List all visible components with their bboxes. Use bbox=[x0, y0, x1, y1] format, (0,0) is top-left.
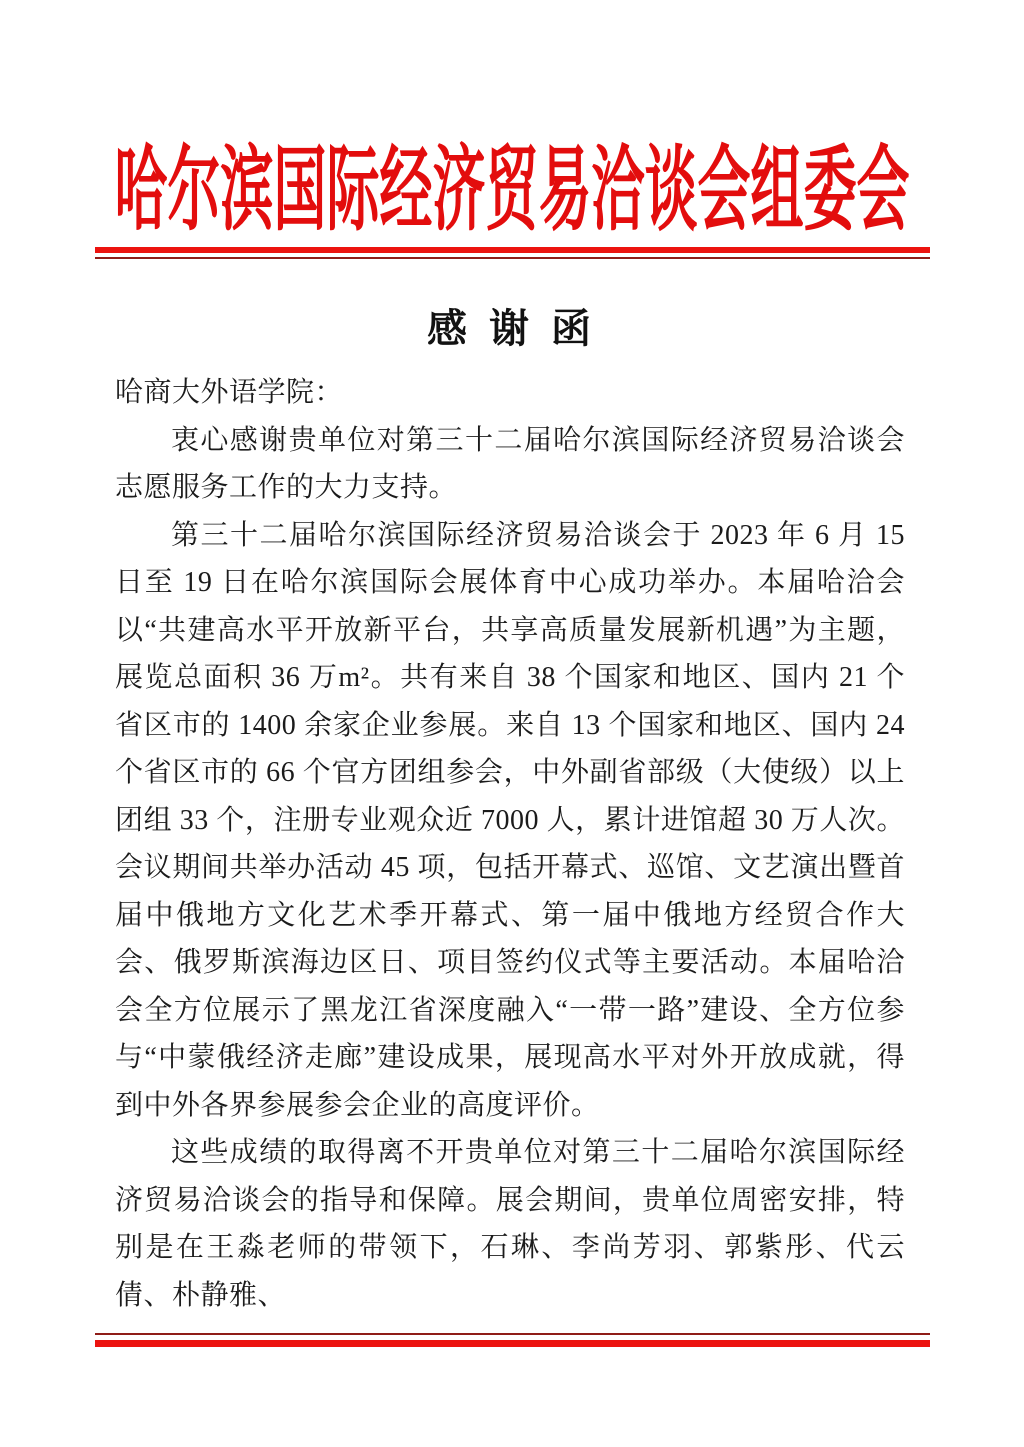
letterhead-title-text: 哈尔滨国际经济贸易洽谈会组委会 bbox=[114, 141, 910, 243]
divider-thin-line bbox=[95, 1333, 930, 1335]
divider-thick-line bbox=[95, 1340, 930, 1347]
paragraph-event-summary: 第三十二届哈尔滨国际经济贸易洽谈会于 2023 年 6 月 15 日至 19 日在哈尔滨国际会展体育中心成功举办。本届哈洽会以“共建高水平开放新平台，共享高质量发展新机遇”为主题，展览总面积 36 万m²。共有来自 38 个国家和地区、国内 21 个省区市的 1400 余家企业参展。来自 13 个国家和地区、国内 24 个省区市的 66 个官方团组参会，中外副省部级（大使级）以上团组 33 个，注册专业观众近 7000 人，累计进馆超 30 万人次。会议期间共举办活动 45 项，包括开幕式、巡馆、文艺演出暨首届中俄地方文化艺术季开幕式、第一届中俄地方经贸合作大会、俄罗斯滨海边区日、项目签约仪式等主要活动。本届哈洽会全方位展示了黑龙江省深度融入“一带一路”建设、全方位参与“中蒙俄经济走廊”建设成果，展现高水平对外开放成就，得到中外各界参展参会企业的高度评价。 bbox=[115, 519, 905, 1121]
letter-title: 感 谢 函 bbox=[427, 306, 597, 351]
paragraph-thanks: 衷心感谢贵单位对第三十二届哈尔滨国际经济贸易洽谈会志愿服务工作的大力支持。 bbox=[115, 424, 905, 503]
paragraph-acknowledgement: 这些成绩的取得离不开贵单位对第三十二届哈尔滨国际经济贸易洽谈会的指导和保障。展会期间，贵单位周密安排，特别是在王淼老师的带领下，石琳、李尚芳羽、郭紫彤、代云倩、朴静雅、 bbox=[115, 1137, 905, 1311]
salutation: 哈商大外语学院： bbox=[115, 377, 344, 408]
letterhead-title bbox=[110, 135, 914, 243]
letterhead bbox=[0, 135, 1024, 259]
footer-divider bbox=[95, 1333, 930, 1347]
letter-body bbox=[115, 369, 905, 1319]
divider-thin-line bbox=[95, 257, 930, 259]
